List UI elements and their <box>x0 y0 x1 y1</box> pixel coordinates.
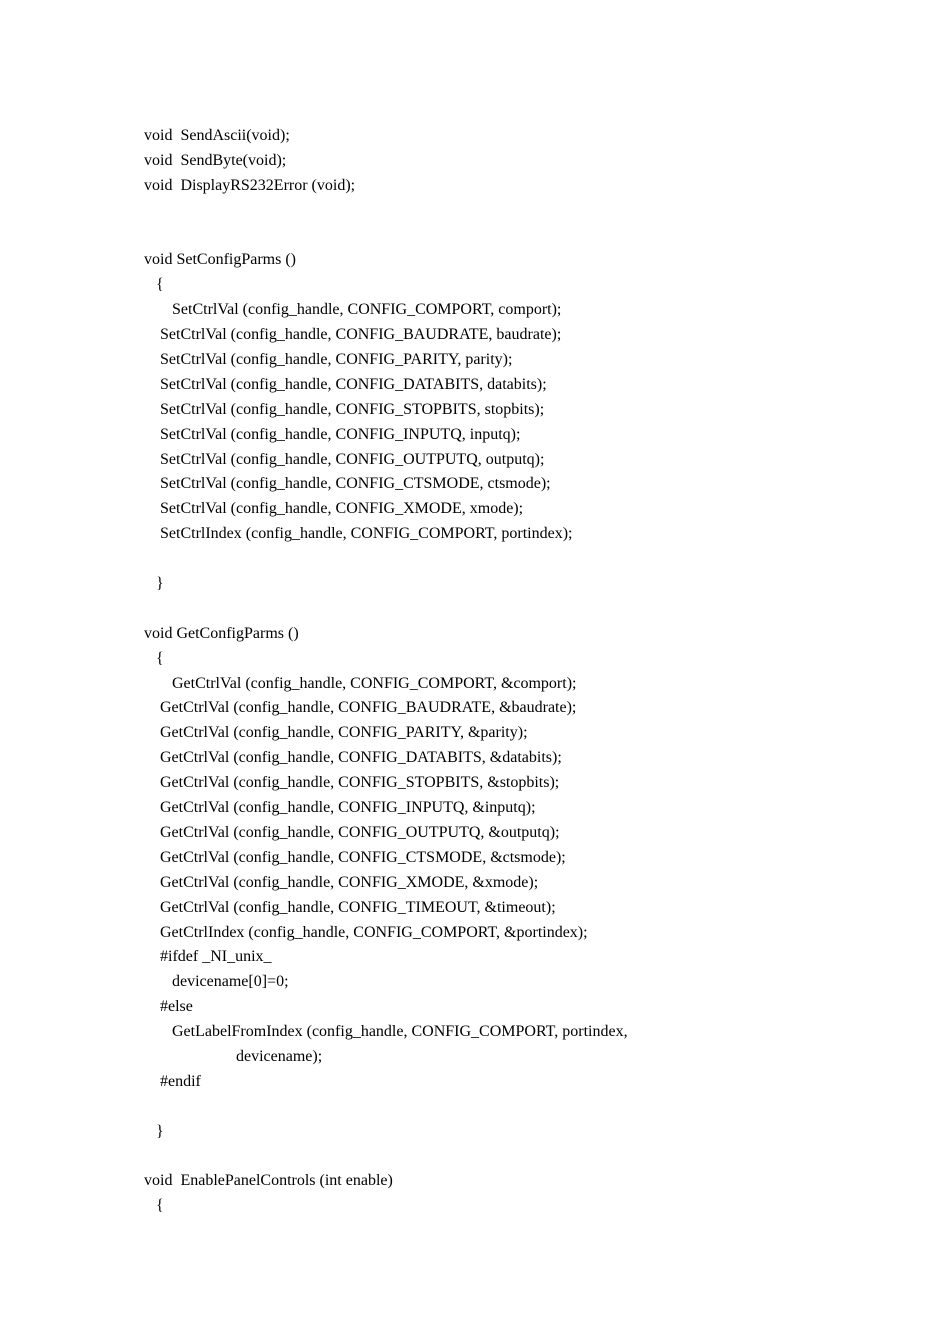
blank-line <box>144 597 628 622</box>
code-line: SetCtrlVal (config_handle, CONFIG_BAUDRATE, baudrate); <box>144 326 562 344</box>
code-line: GetCtrlVal (config_handle, CONFIG_XMODE, &xmode); <box>144 873 539 891</box>
code-line: { <box>144 649 164 667</box>
code-line: GetCtrlVal (config_handle, CONFIG_PARITY, &parity); <box>144 724 528 742</box>
code-line: GetCtrlVal (config_handle, CONFIG_COMPORT, &comport); <box>144 674 577 692</box>
code-line: SetCtrlVal (config_handle, CONFIG_XMODE, xmode); <box>144 500 524 518</box>
blank-line <box>144 547 628 572</box>
code-line: { <box>144 276 164 294</box>
code-line: SetCtrlVal (config_handle, CONFIG_DATABITS, databits); <box>144 375 547 393</box>
code-line: void SetConfigParms () <box>144 251 296 269</box>
code-line: SetCtrlVal (config_handle, CONFIG_CTSMODE, ctsmode); <box>144 475 551 493</box>
code-line: GetCtrlVal (config_handle, CONFIG_TIMEOUT, &timeout); <box>144 898 556 916</box>
code-line: SetCtrlVal (config_handle, CONFIG_STOPBITS, stopbits); <box>144 400 545 418</box>
code-line: SetCtrlVal (config_handle, CONFIG_OUTPUTQ, outputq); <box>144 450 545 468</box>
code-line: GetCtrlIndex (config_handle, CONFIG_COMPORT, &portindex); <box>144 923 588 941</box>
code-line: { <box>144 1197 164 1215</box>
code-line: GetCtrlVal (config_handle, CONFIG_OUTPUTQ, &outputq); <box>144 823 560 841</box>
code-line: } <box>144 1122 164 1140</box>
code-line: GetCtrlVal (config_handle, CONFIG_INPUTQ, &inputq); <box>144 799 536 817</box>
code-line: GetCtrlVal (config_handle, CONFIG_STOPBITS, &stopbits); <box>144 774 560 792</box>
code-line: SetCtrlVal (config_handle, CONFIG_INPUTQ, inputq); <box>144 425 521 443</box>
code-line: #ifdef _NI_unix_ <box>144 948 272 966</box>
blank-line <box>144 224 628 249</box>
code-line: void SendAscii(void); <box>144 127 290 144</box>
code-line: devicename[0]=0; <box>144 973 289 991</box>
code-listing <box>144 124 628 1219</box>
code-line: void EnablePanelControls (int enable) <box>144 1172 393 1190</box>
code-line: void GetConfigParms () <box>144 624 299 642</box>
code-line: GetCtrlVal (config_handle, CONFIG_DATABITS, &databits); <box>144 749 562 767</box>
code-line: SetCtrlIndex (config_handle, CONFIG_COMPORT, portindex); <box>144 525 573 543</box>
code-line: GetCtrlVal (config_handle, CONFIG_BAUDRATE, &baudrate); <box>144 699 577 717</box>
blank-line <box>144 1095 628 1120</box>
code-line: devicename); <box>144 1047 323 1065</box>
code-line: SetCtrlVal (config_handle, CONFIG_PARITY, parity); <box>144 351 513 369</box>
code-line: #endif <box>144 1072 201 1090</box>
code-line: } <box>144 575 164 593</box>
blank-line <box>144 199 628 224</box>
code-line: void DisplayRS232Error (void); <box>144 176 356 194</box>
code-line: GetLabelFromIndex (config_handle, CONFIG_COMPORT, portindex, <box>144 1023 628 1041</box>
code-line: #else <box>144 998 193 1016</box>
code-line: GetCtrlVal (config_handle, CONFIG_CTSMODE, &ctsmode); <box>144 848 566 866</box>
blank-line <box>144 1145 628 1170</box>
code-line: void SendByte(void); <box>144 151 287 169</box>
code-line: SetCtrlVal (config_handle, CONFIG_COMPORT, comport); <box>144 301 562 319</box>
